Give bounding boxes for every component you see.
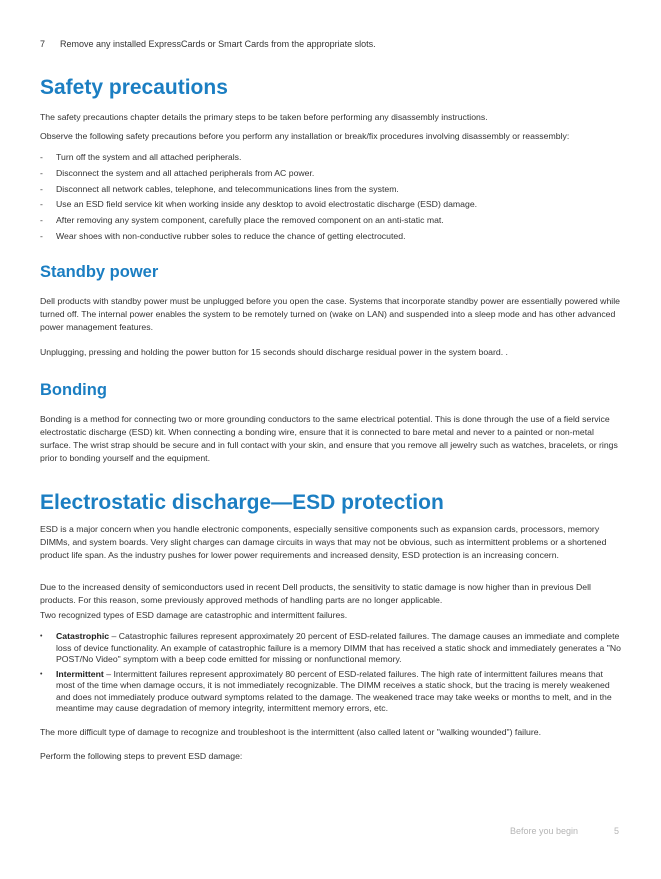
safety-intro-1: The safety precautions chapter details the primary steps to be taken before performing any disassembly instructions. — [40, 112, 488, 122]
safety-intro-2: Observe the following safety precautions before you perform any installation or break/fix procedures involving disassembly or reassembly: — [40, 131, 570, 141]
footer-page-number: 5 — [614, 826, 620, 836]
list-item: - Use an ESD field service kit when working inside any desktop to avoid electrostatic discharge (ESD) damage. — [40, 197, 622, 213]
esd-paragraph-5: Perform the following steps to prevent ESD damage: — [40, 751, 243, 761]
esd-types-list — [40, 631, 622, 718]
list-item — [40, 631, 622, 666]
list-item: - Wear shoes with non-conductive rubber soles to reduce the chance of getting electrocuted. — [40, 229, 622, 245]
term-intermittent: Intermittent — [56, 668, 104, 679]
standby-paragraph-1: Dell products with standby power must be unplugged before you open the case. Systems that incorporate standby power are essentially powered while turned off. The internal power enables the system to be remotely turned on (wake on LAN) and suspended into a sleep mode and has other advanced power management features. — [40, 296, 620, 332]
esd-paragraph-2: Due to the increased density of semiconductors used in recent Dell products, the sensitivity to static damage is now higher than in previous Dell products. For this reason, some previously approved methods of handling parts are no longer applicable. — [40, 582, 591, 605]
esd-paragraph-4: The more difficult type of damage to recognize and troubleshoot is the intermittent (also called latent or "walking wounded") failure. — [40, 727, 541, 737]
esd-heading: Electrostatic discharge—ESD protection — [40, 491, 444, 514]
catastrophic-description: – Catastrophic failures represent approximately 20 percent of ESD-related failures. The damage causes an immediate and complete loss of device functionality. An example of catastrophic failure is a memory DIMM that has received a static shock and immediately generates a "No POST/No Video" symptom with a beep code emitted for missing or nonfunctional memory. — [56, 631, 621, 664]
list-item: - Disconnect all network cables, telephone, and telecommunications lines from the system. — [40, 182, 622, 198]
step-7 — [40, 38, 376, 50]
list-item: - Disconnect the system and all attached peripherals from AC power. — [40, 166, 622, 182]
footer-section-title: Before you begin — [510, 826, 579, 836]
list-item — [40, 669, 622, 715]
esd-paragraph-3: Two recognized types of ESD damage are catastrophic and intermittent failures. — [40, 610, 348, 620]
step-text: Remove any installed ExpressCards or Smart Cards from the appropriate slots. — [60, 39, 376, 49]
list-item: - Turn off the system and all attached peripherals. — [40, 150, 622, 166]
safety-list — [40, 150, 622, 245]
intermittent-description: – Intermittent failures represent approximately 80 percent of ESD-related failures. The high rate of intermittent failures means that most of the time when damage occurs, it is not immediately recognizable. The DIMM receives a static shock, but the tracing is merely weakened and does not immediately produce outward symptoms related to the damage. The weakened trace may take weeks or months to melt, and in the meantime may cause degradation of memory integrity, intermittent memory errors, etc. — [56, 668, 612, 713]
esd-paragraph-1: ESD is a major concern when you handle electronic components, especially sensitive components such as expansion cards, processors, memory DIMMs, and system boards. Very slight charges can damage circuits in ways that may not be obvious, such as intermittent problems or a shortened product life span. As the industry pushes for lower power requirements and increased density, ESD protection is an increasing concern. — [40, 524, 607, 560]
standby-paragraph-2: Unplugging, pressing and holding the power button for 15 seconds should discharge residual power in the system board. . — [40, 347, 508, 357]
list-item: - After removing any system component, carefully place the removed component on an anti-static mat. — [40, 213, 622, 229]
safety-precautions-heading: Safety precautions — [40, 76, 228, 99]
bonding-heading: Bonding — [40, 381, 107, 399]
standby-power-heading: Standby power — [40, 263, 159, 281]
step-number: 7 — [40, 39, 46, 49]
bonding-paragraph: Bonding is a method for connecting two or more grounding conductors to the same electrical potential. This is done through the use of a field service electrostatic discharge (ESD) kit. When connecting a bonding wire, ensure that it is connected to bare metal and never to a painted or non-metal surface. The wrist strap should be secure and in full contact with your skin, and ensure that you remove all jewelry such as watches, bracelets, or rings prior to bonding yourself and the equipment. — [40, 414, 618, 463]
term-catastrophic: Catastrophic — [56, 631, 110, 641]
